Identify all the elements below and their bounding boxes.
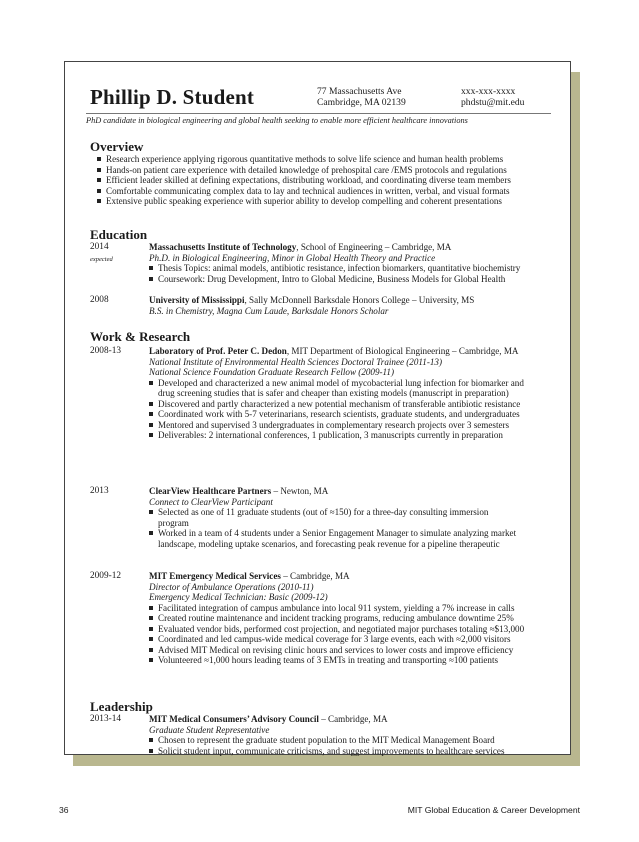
- section-heading-overview: Overview: [90, 139, 144, 154]
- employer-name: Laboratory of Prof. Peter C. Dedon: [149, 346, 287, 356]
- education-entry: [149, 295, 559, 316]
- entry-bullets: [149, 603, 544, 666]
- footer-organization: MIT Global Education & Career Development: [407, 805, 580, 815]
- entry-date: 2014: [90, 242, 109, 252]
- list-item: Selected as one of 11 graduate students (out of ≈150) for a three-day consulting immersion program: [149, 507, 519, 528]
- list-item: Deliverables: 2 international conferences, 1 publication, 3 manuscripts currently in preparation: [149, 430, 541, 441]
- work-entry: [149, 346, 541, 441]
- entry-date: 2009-12: [90, 571, 121, 581]
- job-title: National Institute of Environmental Health Sciences Doctoral Trainee (2011-13): [149, 356, 442, 367]
- list-item: Advised MIT Medical on revising clinic hours and services to lower costs and improve efficiency: [149, 645, 544, 656]
- employer-detail: – Newton, MA: [271, 486, 329, 496]
- list-item: Discovered and partly characterized a new potential mechanism of transferable antibiotic resistance: [149, 399, 541, 410]
- entry-date: 2013: [90, 486, 109, 496]
- list-item: Extensive public speaking experience with superior ability to develop compelling and coherent presentations: [96, 196, 536, 207]
- list-item: Coordinated work with 5-7 veterinarians, research scientists, graduate students, and undergraduates: [149, 409, 541, 420]
- list-item: Created routine maintenance and incident tracking programs, reducing ambulance downtime 25%: [149, 613, 544, 624]
- section-heading-work: Work & Research: [90, 329, 191, 344]
- job-title: Connect to ClearView Participant: [149, 496, 273, 507]
- institution-detail: , School of Engineering – Cambridge, MA: [296, 242, 452, 252]
- organization-detail: – Cambridge, MA: [318, 714, 388, 724]
- entry-bullets: [149, 507, 519, 549]
- list-item: Worked in a team of 4 students under a Senior Engagement Manager to simulate analyzing market landscape, modeling uptake scenarios, and forecasting peak revenue for a pipeline therapeutic: [149, 528, 519, 549]
- institution-detail: , Sally McDonnell Barksdale Honors College – University, MS: [244, 295, 475, 305]
- entry-heading: [149, 242, 559, 253]
- entry-bullets: [149, 263, 559, 284]
- education-entry: [149, 242, 559, 284]
- degree: B.S. in Chemistry, Magna Cum Laude, Barksdale Honors Scholar: [149, 305, 389, 316]
- entry-date: 2008: [90, 295, 109, 305]
- work-entry: [149, 486, 519, 549]
- list-item: Coordinated and led campus-wide medical coverage for 3 large events, each with ≈2,000 visitors: [149, 634, 544, 645]
- employer-detail: , MIT Department of Biological Engineering – Cambridge, MA: [286, 346, 519, 356]
- date-note: expected: [90, 256, 113, 263]
- phone-number: xxx-xxx-xxxx: [461, 86, 516, 97]
- institution-name: University of Mississippi: [149, 295, 245, 305]
- contact-info: [461, 86, 524, 108]
- section-heading-education: Education: [90, 227, 148, 242]
- list-item: Volunteered ≈1,000 hours leading teams of 3 EMTs in treating and transporting ≈100 patients: [149, 655, 544, 666]
- list-item: Efficient leader skilled at defining expectations, distributing workload, and coordinating diverse team members: [96, 175, 536, 186]
- list-item: Coursework: Drug Development, Intro to Global Medicine, Business Models for Global Health: [149, 274, 559, 285]
- employer-detail: – Cambridge, MA: [280, 571, 350, 581]
- list-item: Hands-on patient care experience with detailed knowledge of prehospital care /EMS protocols and regulations: [96, 165, 536, 176]
- mailing-address: [317, 86, 406, 108]
- candidate-name: Phillip D. Student: [90, 85, 255, 109]
- list-item: Thesis Topics: animal models, antibiotic resistance, infection biomarkers, quantitative biochemistry: [149, 263, 559, 274]
- entry-date: 2013-14: [90, 714, 121, 724]
- list-item: Comfortable communicating complex data to lay and technical audiences in written, verbal, and visual formats: [96, 186, 536, 197]
- page-number: 36: [59, 805, 69, 815]
- list-item: Facilitated integration of campus ambulance into local 911 system, yielding a 7% increase in calls: [149, 603, 544, 614]
- employer-name: MIT Emergency Medical Services: [149, 571, 281, 581]
- list-item: Solicit student input, communicate criticisms, and suggest improvements to healthcare services: [149, 746, 559, 757]
- job-title: Emergency Medical Technician: Basic (2009-12): [149, 592, 328, 602]
- institution-name: Massachusetts Institute of Technology: [149, 242, 297, 252]
- list-item: Research experience applying rigorous quantitative methods to solve life science and human health problems: [96, 154, 536, 165]
- work-entry: [149, 571, 544, 666]
- address-line-1: 77 Massachusetts Ave: [317, 86, 402, 97]
- list-item: Evaluated vendor bids, performed cost projection, and negotiated major purchases totaling ≈$13,000: [149, 624, 544, 635]
- entry-bullets: [149, 735, 559, 756]
- tagline: PhD candidate in biological engineering and global health seeking to enable more efficient healthcare innovations: [86, 113, 551, 125]
- job-title: Director of Ambulance Operations (2010-11): [149, 581, 314, 592]
- degree: Ph.D. in Biological Engineering, Minor in Global Health Theory and Practice: [149, 252, 436, 263]
- employer-name: ClearView Healthcare Partners: [149, 486, 272, 496]
- section-heading-leadership: Leadership: [90, 699, 153, 714]
- organization-name: MIT Medical Consumers’ Advisory Council: [149, 714, 319, 724]
- list-item: Chosen to represent the graduate student population to the MIT Medical Management Board: [149, 735, 559, 746]
- leadership-entry: [149, 714, 559, 756]
- entry-heading: [149, 486, 519, 497]
- email-address: phdstu@mit.edu: [461, 97, 525, 108]
- entry-heading: [149, 295, 559, 306]
- job-title: National Science Foundation Graduate Research Fellow (2009-11): [149, 367, 394, 377]
- position-title: Graduate Student Representative: [149, 724, 270, 735]
- entry-heading: [149, 571, 544, 582]
- entry-heading: [149, 714, 559, 725]
- list-item: Mentored and supervised 3 undergraduates in complementary research projects over 3 semesters: [149, 420, 541, 431]
- entry-heading: [149, 346, 541, 357]
- address-line-2: Cambridge, MA 02139: [317, 97, 406, 108]
- entry-date: 2008-13: [90, 346, 121, 356]
- list-item: Developed and characterized a new animal model of mycobacterial lung infection for biomarker and drug screening studies that is safer and cheaper than existing models (manuscript in preparation): [149, 378, 541, 399]
- overview-bullets: [96, 154, 536, 207]
- entry-bullets: [149, 378, 541, 441]
